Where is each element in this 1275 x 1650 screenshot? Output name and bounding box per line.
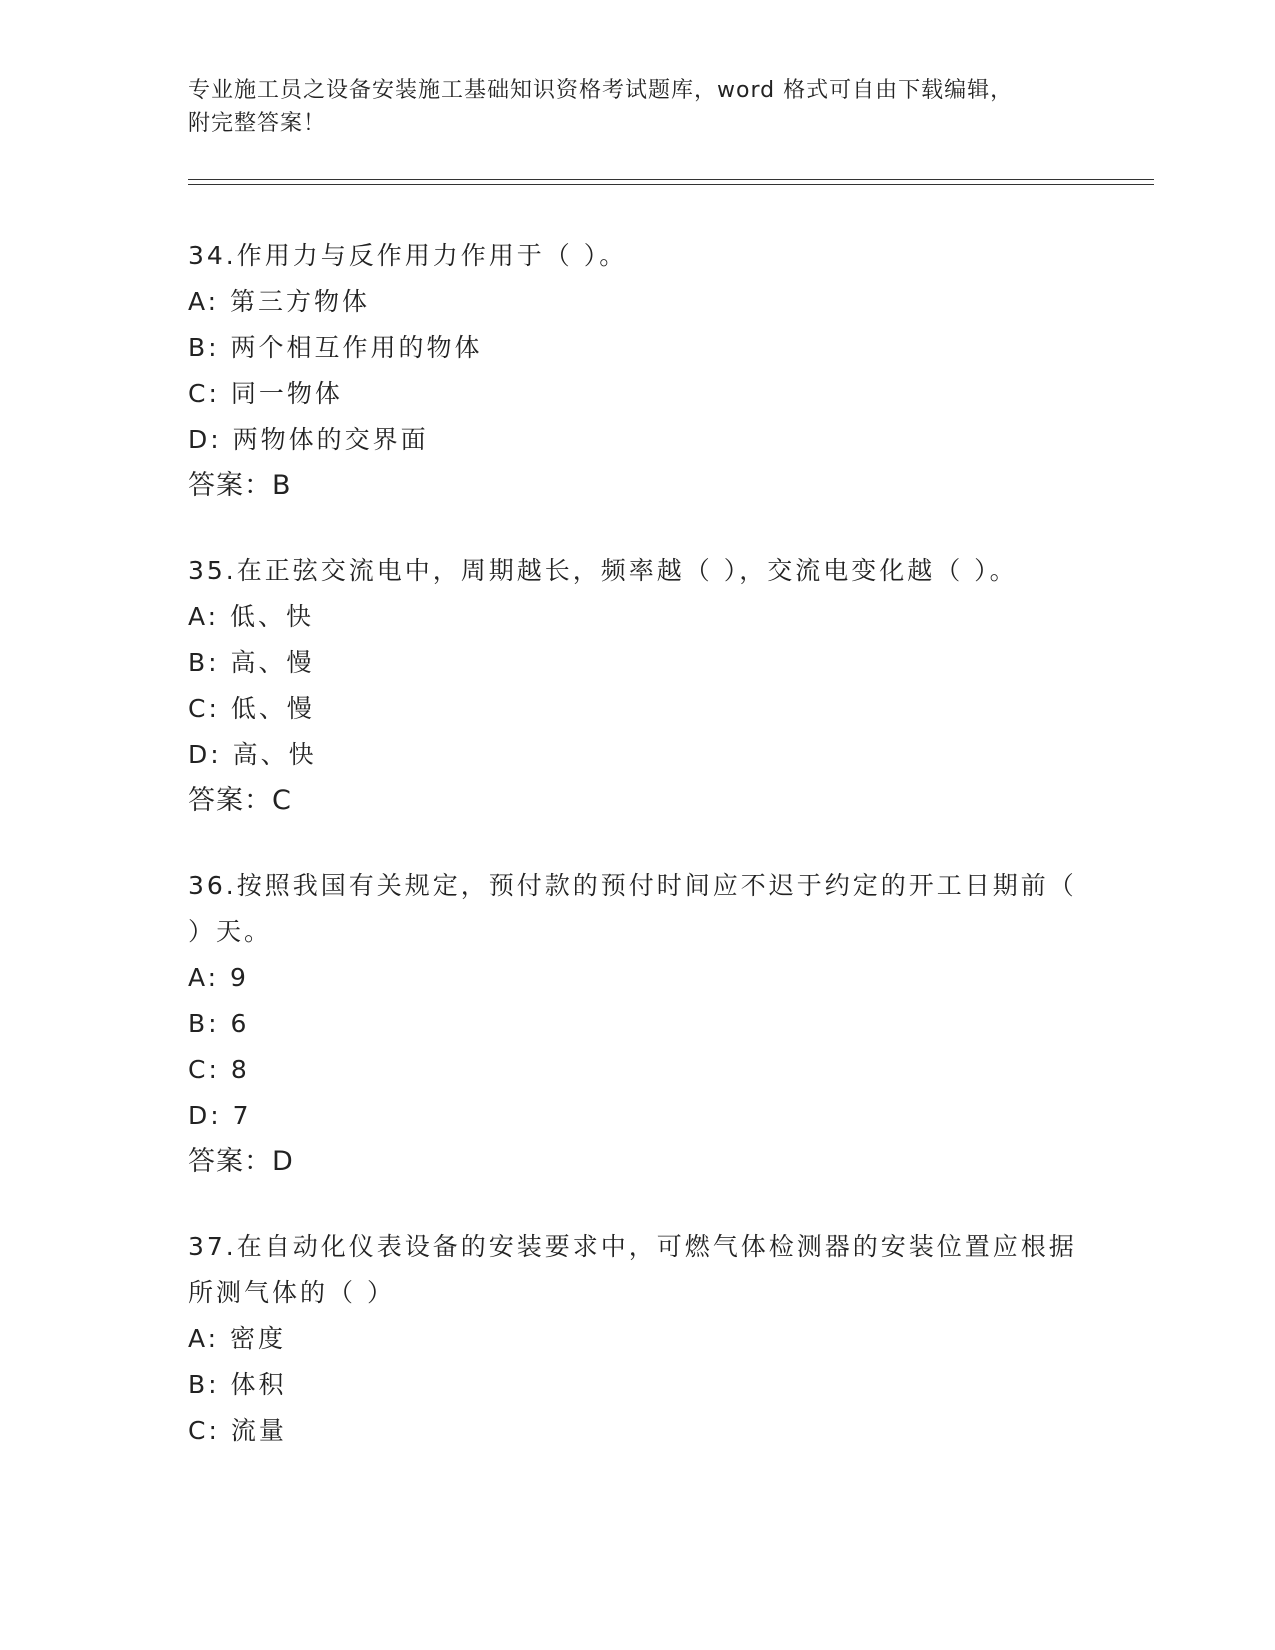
question-stem: 34.作用力与反作用力作用于（ ）。 [188, 241, 628, 270]
header-divider-top [188, 179, 1154, 180]
option-c: C: 同一物体 [188, 379, 343, 408]
question-stem: 37.在自动化仪表设备的安装要求中，可燃气体检测器的安装位置应根据所测气体的（ ） [188, 1232, 1077, 1307]
header-line-2: 附完整答案！ [188, 111, 327, 136]
question-35 [188, 548, 1088, 824]
header-divider-bottom [188, 184, 1154, 185]
question-stem: 36.按照我国有关规定，预付款的预付时间应不迟于约定的开工日期前（ ）天。 [188, 871, 1077, 946]
answer-line: 答案：B [188, 470, 292, 501]
option-b: B: 6 [188, 1009, 250, 1038]
option-b: B: 体积 [188, 1370, 287, 1399]
question-34 [188, 233, 1088, 509]
option-a: A: 密度 [188, 1324, 287, 1353]
question-list [188, 233, 1088, 1493]
option-d: D: 高、快 [188, 740, 317, 769]
question-36 [188, 863, 1088, 1185]
option-c: C: 流量 [188, 1416, 287, 1445]
answer-line: 答案：C [188, 785, 292, 816]
option-a: A: 低、快 [188, 602, 315, 631]
document-header [188, 74, 1088, 140]
question-37 [188, 1224, 1088, 1454]
header-line-1: 专业施工员之设备安装施工基础知识资格考试题库，word 格式可自由下载编辑， [188, 78, 1014, 103]
option-b: B: 高、慢 [188, 648, 315, 677]
option-c: C: 低、慢 [188, 694, 315, 723]
answer-line: 答案：D [188, 1146, 294, 1177]
option-d: D: 7 [188, 1101, 252, 1130]
option-a: A: 9 [188, 963, 249, 992]
option-b: B: 两个相互作用的物体 [188, 333, 483, 362]
option-c: C: 8 [188, 1055, 250, 1084]
option-a: A: 第三方物体 [188, 287, 371, 316]
option-d: D: 两物体的交界面 [188, 425, 429, 454]
question-stem: 35.在正弦交流电中，周期越长，频率越（ ），交流电变化越（ ）。 [188, 556, 1018, 585]
